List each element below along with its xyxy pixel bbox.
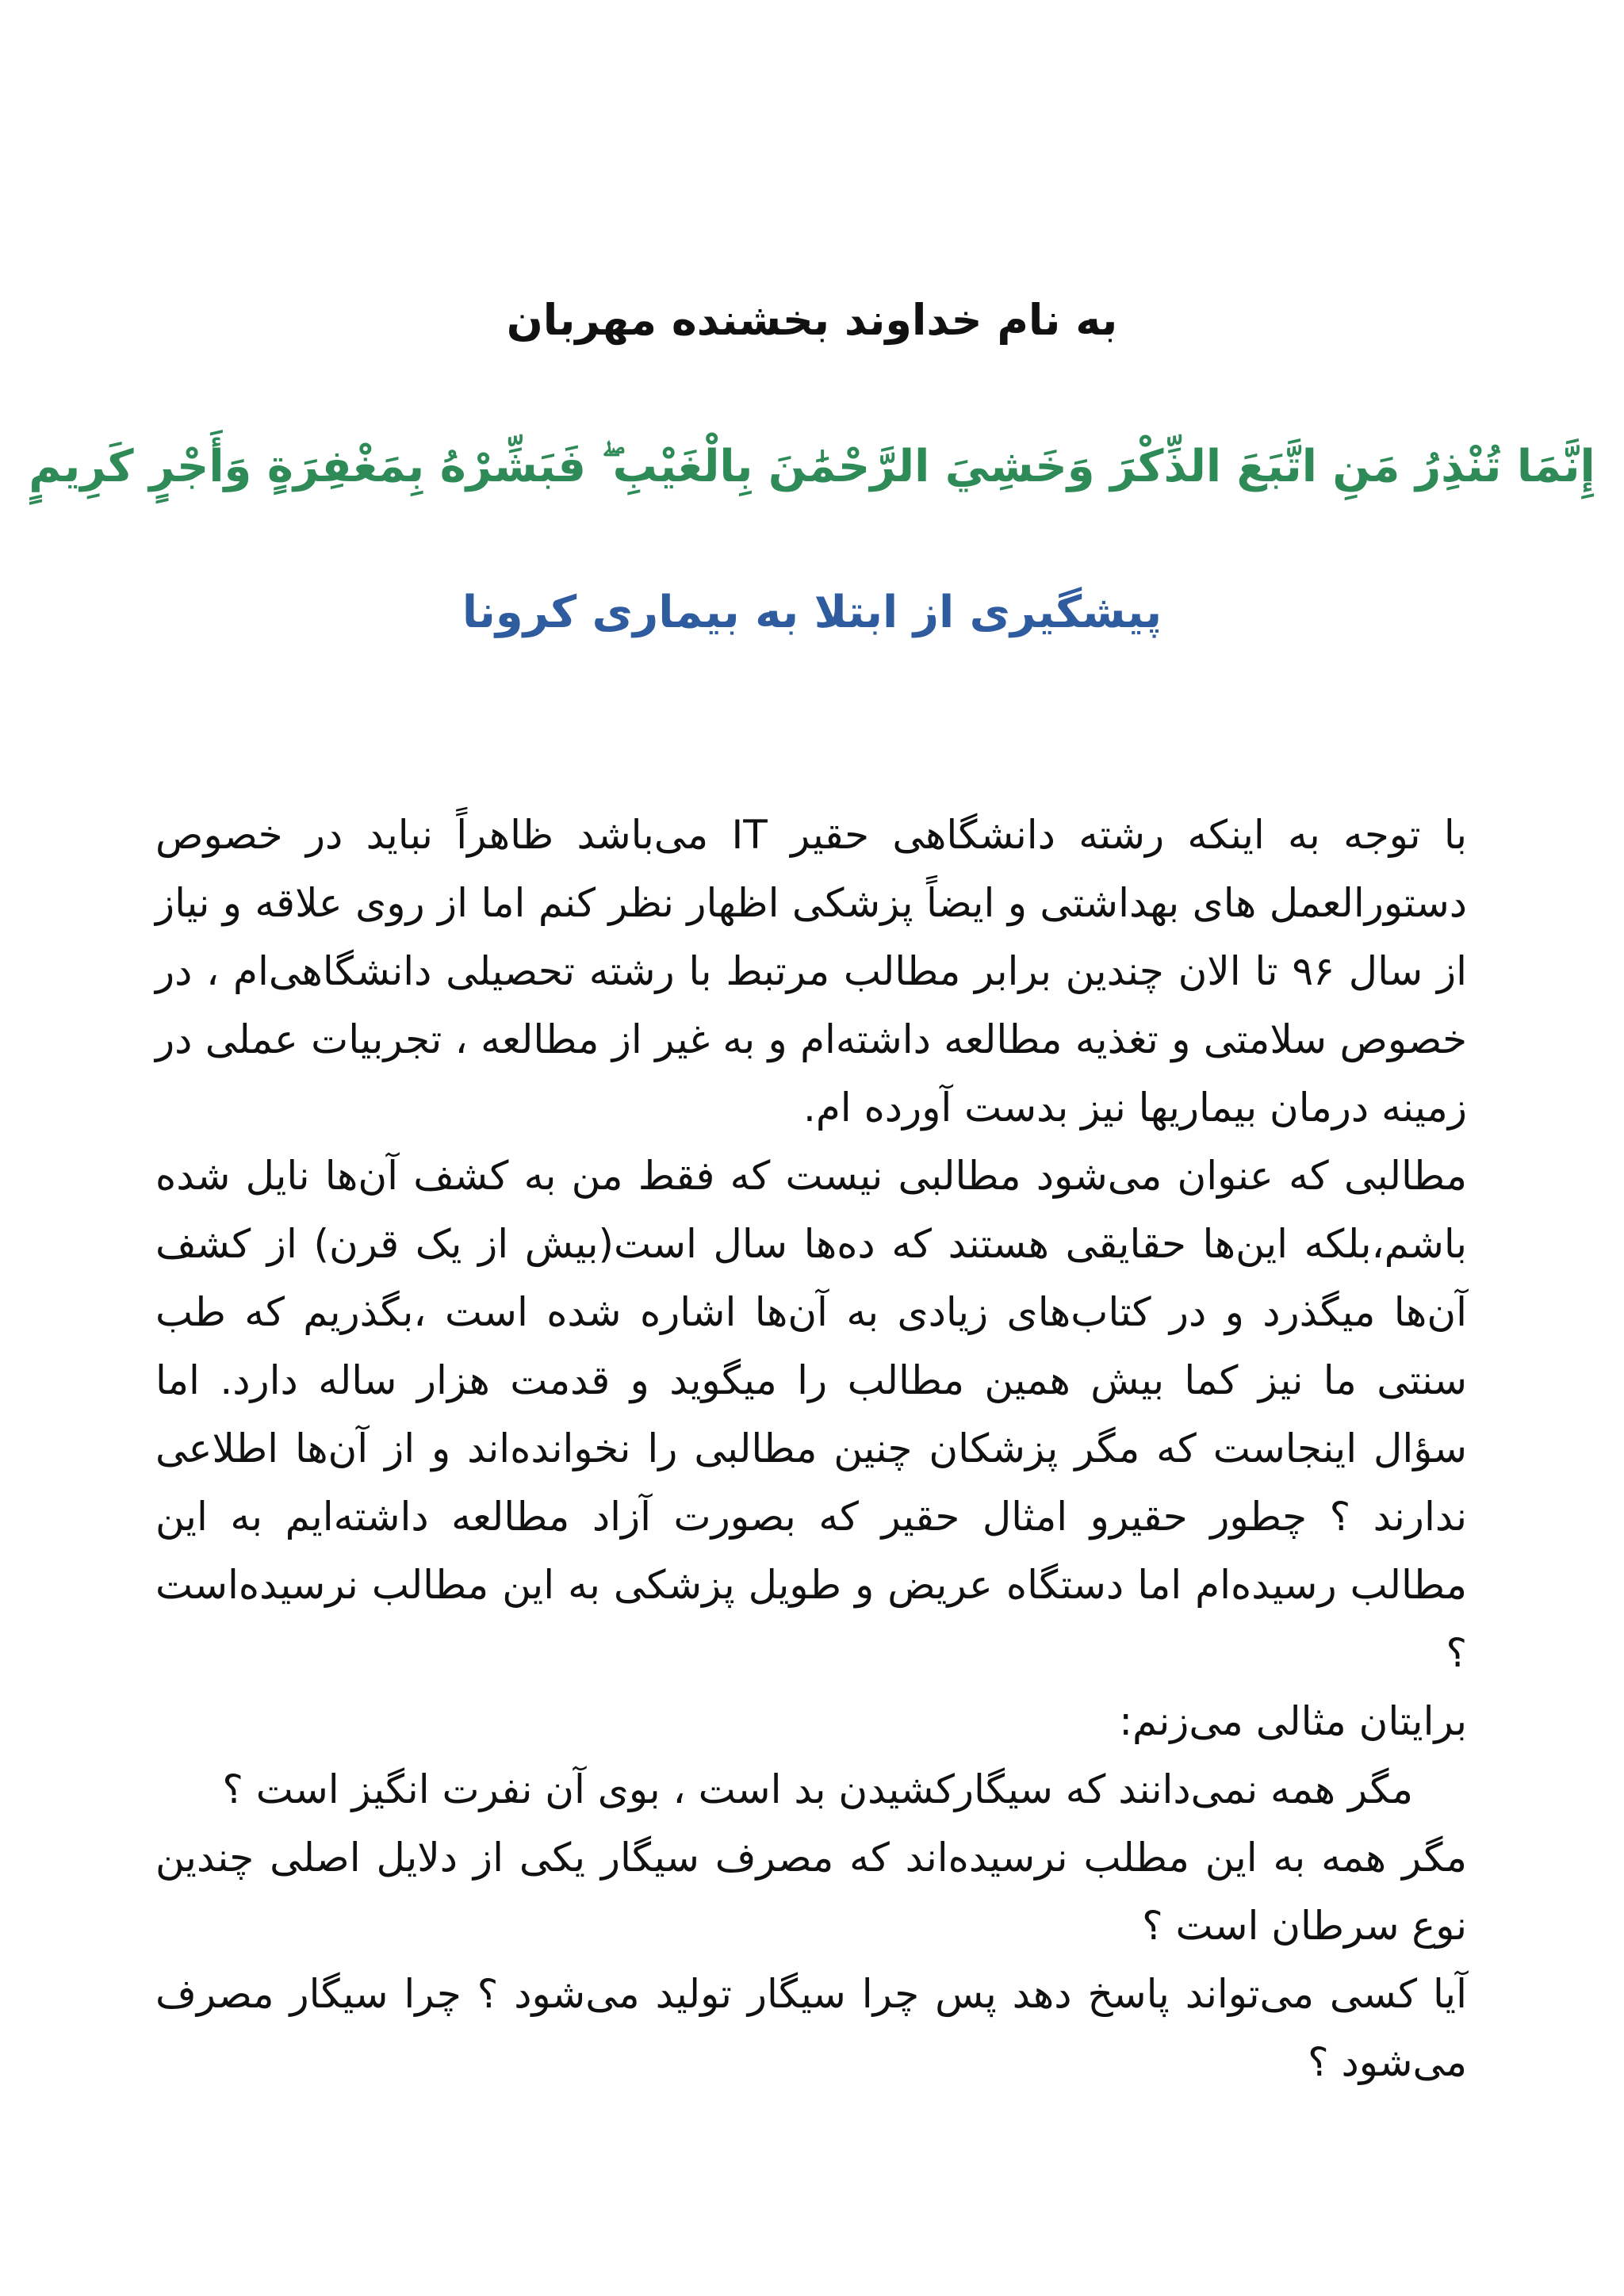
body-text	[155, 801, 1467, 2096]
quran-verse: إِنَّمَا تُنْذِرُ مَنِ اتَّبَعَ الذِّكْرَ وَخَشِيَ الرَّحْمَٰنَ بِالْغَيْبِ ۖ فَبَشِّرْهُ بِمَغْفِرَةٍ وَأَجْرٍ كَرِيمٍ	[29, 441, 1595, 492]
basmala-heading: به نام خداوند بخشنده مهربان	[506, 295, 1118, 345]
page-title: پیشگیری از ابتلا به بیماری کرونا	[462, 587, 1162, 638]
paragraph: آیا کسی می‌تواند پاسخ دهد پس چرا سیگار تولید می‌شود ؟ چرا سیگار مصرف می‌شود ؟	[155, 1971, 1467, 2085]
paragraph: مگر همه به این مطلب نرسیده‌اند که مصرف سیگار یکی از دلایل اصلی چندین نوع سرطان است ؟	[155, 1835, 1467, 1949]
paragraph: با توجه به اینکه رشته دانشگاهی حقیر IT می‌باشد ظاهراً نباید در خصوص دستورالعمل های بهداشتی و ایضاً پزشکی اظهار نظر کنم اما از روی علاقه و نیاز از سال ۹۶ تا الان چندین برابر مطالب مرتبط با رشته تحصیلی دانشگاهی‌ام ، در خصوص سلامتی و تغذیه مطالعه داشته‌ام و به غیر از مطالعه ، تجربیات عملی در زمینه درمان بیماریها نیز بدست آورده ام.	[155, 812, 1468, 1131]
paragraph: مگر همه نمی‌دانند که سیگارکشیدن بد است ، بوی آن نفرت انگیز است ؟	[222, 1766, 1413, 1812]
paragraph: برایتان مثالی می‌زنم:	[1119, 1698, 1467, 1744]
paragraph: مطالبی که عنوان می‌شود مطالبی نیست که فقط من به کشف آن‌ها نایل شده باشم،بلکه این‌ها حقایقی هستند که ده‌ها سال است(بیش از یک قرن) از کشف آن‌ها میگذرد و در کتاب‌های زیادی به آن‌ها اشاره شده است ،بگذریم که طب سنتی ما نیز کما بیش همین مطالب را میگوید و قدمت هزار ساله دارد. اما سؤال اینجاست که مگر پزشکان چنین مطالبی را نخوانده‌اند و از آن‌ها اطلاعی ندارند ؟ چطور حقیرو امثال حقیر که بصورت آزاد مطالعه داشته‌ایم به این مطالب رسیده‌ام اما دستگاه عریض و طویل پزشکی به این مطالب نرسیده‌است ؟	[155, 1153, 1467, 1676]
